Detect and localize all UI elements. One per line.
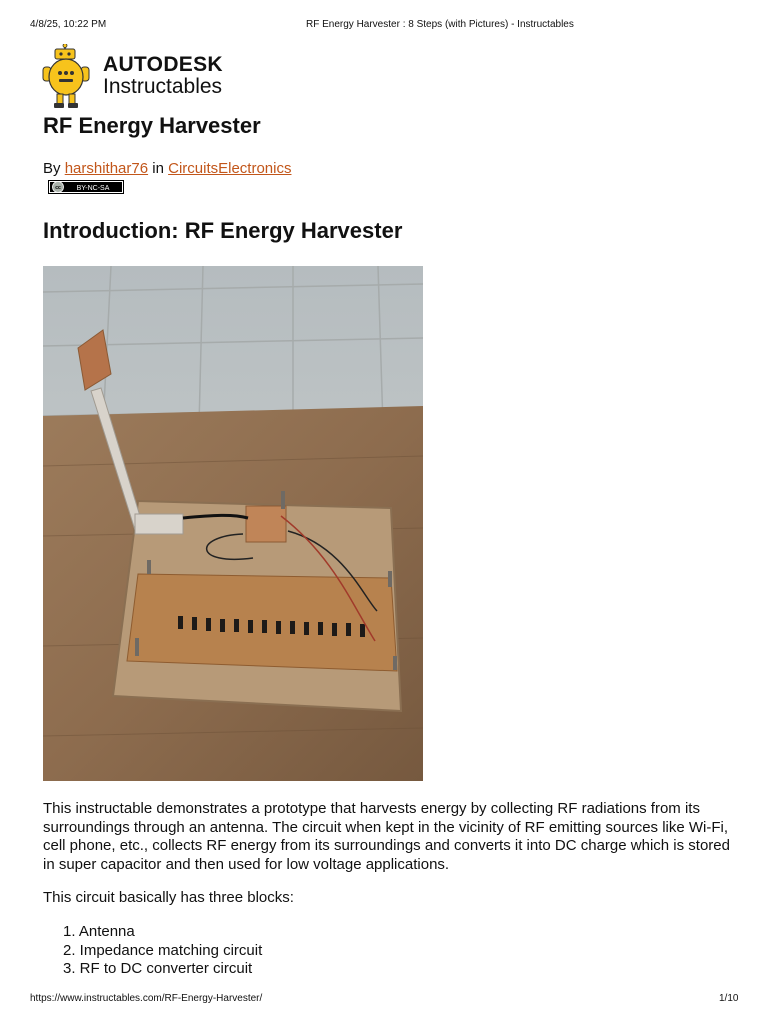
blocks-list (43, 923, 262, 979)
cc-license-badge[interactable] (48, 180, 124, 194)
intro-paragraph: This instructable demonstrates a prototype that harvests energy by collecting RF radiations from its surroundings through an antenna. The circuit when kept in the vicinity of RF emitting sources like Wi-Fi, cell phone, etc., collects RF energy from its surroundings and converts it into DC charge which is stored in super capacitor and then used for low voltage applications. (43, 800, 730, 873)
list-item: 2. Impedance matching circuit (63, 941, 263, 959)
by-label: By (43, 160, 61, 177)
brand-instructables: Instructables (103, 75, 223, 98)
list-item: 1. Antenna (63, 923, 135, 940)
intro-heading: Introduction: RF Energy Harvester (43, 218, 403, 243)
license-text: BY-NC-SA (76, 185, 110, 192)
category-link[interactable]: CircuitsElectronics (168, 160, 292, 177)
print-url: https://www.instructables.com/RF-Energy-Harvester/ (30, 993, 263, 1004)
rf-harvester-photo (43, 266, 423, 781)
list-item: 3. RF to DC converter circuit (63, 960, 253, 977)
svg-text:cc: cc (55, 185, 61, 191)
in-label: in (152, 160, 164, 177)
print-datetime: 4/8/25, 10:22 PM (30, 19, 107, 30)
brand-autodesk: AUTODESK (103, 53, 223, 76)
print-doc-title: RF Energy Harvester : 8 Steps (with Pictures) - Instructables (306, 19, 574, 30)
author-link[interactable]: harshithar76 (64, 160, 149, 177)
blocks-intro-paragraph: This circuit basically has three blocks: (43, 889, 294, 906)
byline (43, 160, 291, 177)
print-page-number: 1/10 (719, 993, 739, 1004)
page-title: RF Energy Harvester (43, 113, 261, 138)
